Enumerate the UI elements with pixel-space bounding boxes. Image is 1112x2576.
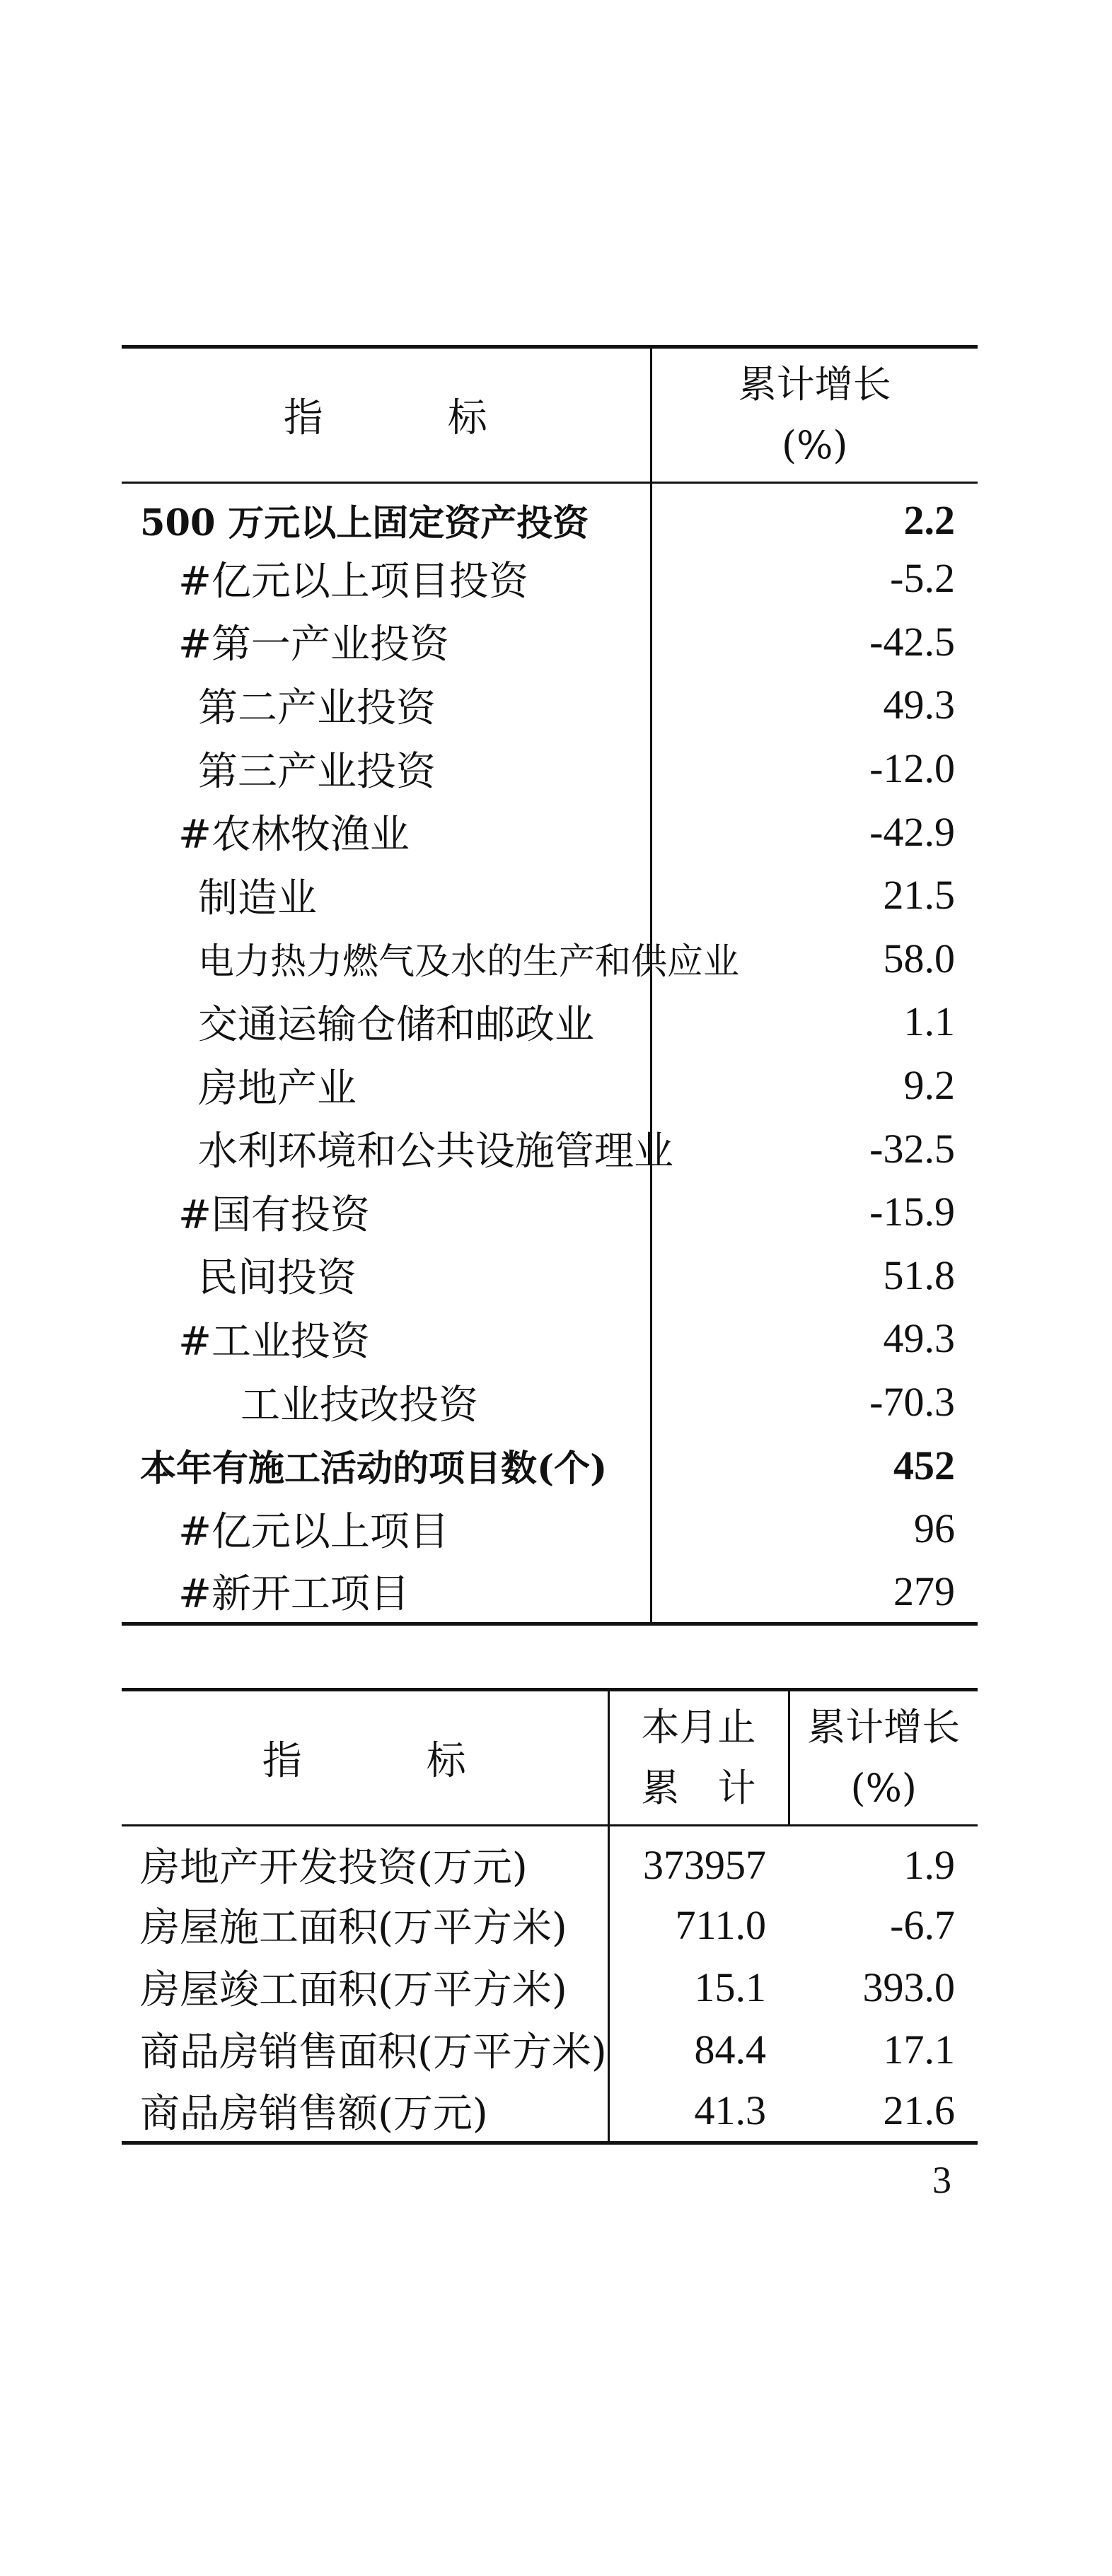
table-row	[122, 673, 978, 737]
growth-value: 49.3	[651, 673, 978, 737]
growth-value: 393.0	[862, 1964, 955, 2010]
growth-header-line2: (%)	[782, 423, 848, 467]
growth-value: -5.2	[651, 547, 978, 610]
indicator-name: 商品房销售面积(万平方米)	[140, 2029, 607, 2075]
growth-value: 58.0	[651, 927, 978, 991]
table-row	[122, 1894, 978, 1956]
table-row	[122, 1054, 978, 1117]
growth-header	[789, 1690, 978, 1826]
page-number: 3	[932, 2159, 951, 2201]
indicator-name: 房地产业	[198, 1065, 357, 1112]
growth-value: 452	[651, 1433, 978, 1497]
growth-value: 96	[651, 1497, 978, 1561]
indicator-name: 制造业	[198, 875, 317, 921]
indicator-name: #农林牧渔业	[178, 812, 410, 858]
table-row	[122, 737, 978, 800]
real-estate-table	[122, 1688, 978, 2145]
indicator-name: 本年有施工活动的项目数(个)	[140, 1447, 608, 1491]
indicator-header: 指 标	[122, 347, 651, 483]
growth-value: 9.2	[651, 1054, 978, 1117]
table-row	[122, 1117, 978, 1180]
table-row	[122, 547, 978, 610]
indicator-name: 500 万元以上固定资产投资	[140, 502, 589, 544]
table-row	[122, 1433, 978, 1497]
growth-value: -32.5	[651, 1117, 978, 1180]
cumulative-header	[608, 1690, 789, 1826]
cumulative-value: 41.3	[608, 2080, 789, 2143]
indicator-name: 电力热力燃气及水的生产和供应业	[198, 941, 740, 984]
table-row	[122, 1307, 978, 1370]
growth-value: -42.9	[651, 800, 978, 863]
table-row	[122, 927, 978, 991]
table-row	[122, 483, 978, 547]
indicator-name: 工业技改投资	[241, 1382, 478, 1428]
indicator-name: #工业投资	[178, 1318, 370, 1365]
table-row	[122, 1956, 978, 2018]
indicator-name: 商品房销售额(万元)	[140, 2090, 488, 2137]
growth-value: 21.5	[651, 863, 978, 927]
growth-value: -6.7	[890, 1901, 955, 1948]
cumulative-value: 711.0	[608, 1894, 789, 1956]
growth-value: -15.9	[651, 1180, 978, 1244]
cumulative-header-line2: 累 计	[641, 1766, 756, 1810]
table-row	[122, 863, 978, 927]
growth-value: 51.8	[651, 1244, 978, 1307]
indicator-name: #新开工项目	[178, 1571, 410, 1618]
cumulative-value: 84.4	[608, 2018, 789, 2080]
indicator-name: 交通运输仓储和邮政业	[198, 1001, 594, 1048]
table-header-row	[122, 347, 978, 483]
growth-header-line1: 累计增长	[807, 1705, 961, 1749]
indicator-name: 民间投资	[198, 1255, 357, 1302]
indicator-name: #第一产业投资	[178, 622, 449, 668]
growth-value: -70.3	[651, 1370, 978, 1434]
table-row	[122, 1826, 978, 1894]
table-row	[122, 1561, 978, 1624]
table-header-row	[122, 1690, 978, 1826]
indicator-name: 第三产业投资	[198, 748, 436, 795]
growth-value: 49.3	[651, 1307, 978, 1370]
fixed-asset-investment-table	[122, 345, 978, 1626]
table-row	[122, 1180, 978, 1244]
indicator-name: 房屋竣工面积(万平方米)	[140, 1967, 567, 2013]
indicator-name: 水利环境和公共设施管理业	[198, 1129, 673, 1175]
cumulative-header-line1: 本月止	[641, 1705, 756, 1749]
growth-value: -12.0	[651, 737, 978, 800]
growth-value: 1.9	[903, 1841, 955, 1888]
table-row	[122, 800, 978, 863]
growth-header-line1: 累计增长	[738, 362, 891, 407]
growth-value: 2.2	[651, 483, 978, 547]
table-row	[122, 1497, 978, 1561]
table-row	[122, 1370, 978, 1434]
indicator-name: 第二产业投资	[198, 684, 436, 731]
growth-value: 21.6	[883, 2087, 955, 2134]
indicator-name: #亿元以上项目	[178, 1508, 449, 1555]
table-row	[122, 990, 978, 1054]
indicator-name: #亿元以上项目投资	[178, 558, 528, 605]
growth-value: 279	[651, 1561, 978, 1624]
table-row	[122, 2080, 978, 2143]
indicator-name: #国有投资	[178, 1191, 370, 1238]
indicator-name: 房屋施工面积(万平方米)	[140, 1905, 567, 1951]
table-row	[122, 1244, 978, 1307]
growth-value: 1.1	[651, 990, 978, 1054]
table-row	[122, 610, 978, 674]
growth-value: 17.1	[883, 2026, 955, 2073]
indicator-name: 房地产开发投资(万元)	[140, 1845, 528, 1891]
growth-header	[651, 347, 978, 483]
growth-header-line2: (%)	[850, 1766, 917, 1810]
growth-value: -42.5	[651, 610, 978, 674]
table-row	[122, 2018, 978, 2080]
cumulative-value: 15.1	[608, 1956, 789, 2018]
cumulative-value: 373957	[608, 1826, 789, 1894]
indicator-header: 指 标	[122, 1690, 608, 1826]
